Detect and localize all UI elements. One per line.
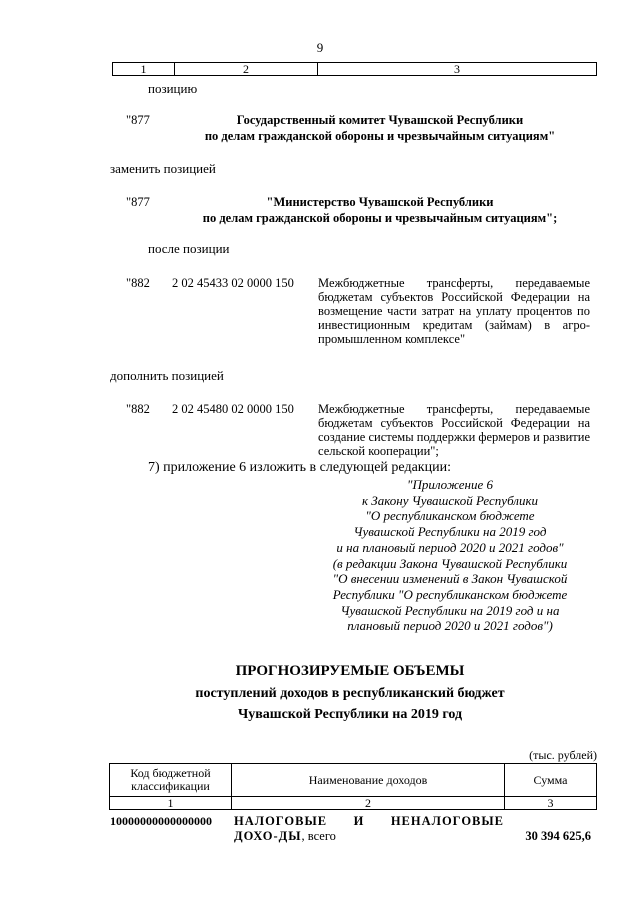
appendix-line: Чувашской Республики на 2019 год и на (340, 602, 560, 618)
position-label: позицию (148, 81, 198, 96)
header-name: Наименование доходов (232, 764, 505, 797)
units-label: (тыс. рублей) (529, 748, 597, 762)
row-code: 10000000000000000 (110, 814, 212, 828)
document-subtitle-line1: поступлений доходов в республиканский бюджет (195, 686, 505, 701)
position-description: Межбюджетные трансферты, передаваемые бюджетам субъектов Российской Федерации на создание системы поддержки фермеров и развитие сельской кооперации"; (318, 402, 590, 458)
add-label: дополнить позицией (110, 368, 224, 383)
appendix-line: к Закону Чувашской Республики (361, 492, 539, 508)
after-label: после позиции (148, 241, 230, 256)
position-text-line1: Государственный комитет Чувашской Республики (236, 113, 524, 127)
item-7: 7) приложение 6 изложить в следующей редакции: (148, 460, 451, 475)
col-1: 1 (113, 63, 175, 76)
col-number-3: 3 (505, 797, 597, 810)
appendix-line: "О республиканском бюджете (365, 508, 535, 524)
col-2: 2 (175, 63, 318, 76)
document-subtitle-line2: Чувашской Республики на 2019 год (237, 707, 463, 722)
column-number-header (112, 62, 597, 76)
position-code: "877 (126, 195, 150, 209)
position-code: "877 (126, 113, 150, 127)
position-text-line1: "Министерство Чувашской Республики (266, 195, 494, 209)
position-code: "882 (126, 402, 150, 416)
budget-code: 2 02 45433 02 0000 150 (172, 276, 294, 290)
page-number: 9 (316, 40, 324, 55)
revenue-table (109, 763, 597, 810)
replace-label: заменить позицией (110, 161, 216, 176)
row-name-rest: , всего (301, 829, 336, 843)
header-sum: Сумма (505, 764, 597, 797)
col-number-1: 1 (110, 797, 232, 810)
appendix-line: "Приложение 6 (406, 477, 493, 492)
appendix-line: "О внесении изменений в Закон Чувашской (332, 571, 568, 587)
appendix-header (300, 477, 600, 634)
appendix-line: Республики "О республиканском бюджете (332, 586, 568, 602)
appendix-line: плановый период 2020 и 2021 годов") (347, 618, 553, 634)
appendix-line: и на плановый период 2020 и 2021 годов" (336, 539, 564, 555)
appendix-line: (в редакции Закона Чувашской Республики (332, 555, 568, 571)
appendix-line: Чувашской Республики на 2019 год (353, 524, 547, 540)
col-3: 3 (318, 63, 597, 76)
row-sum: 30 394 625,6 (525, 829, 591, 843)
position-text-line2: по делам гражданской обороны и чрезвычайным ситуациям" (204, 129, 556, 143)
position-text-line2: по делам гражданской обороны и чрезвычайным ситуациям"; (202, 211, 558, 225)
col-number-2: 2 (232, 797, 505, 810)
row-name-bold: НАЛОГОВЫЕ И НЕНАЛОГОВЫЕ ДОХО-ДЫ (234, 814, 504, 843)
budget-code: 2 02 45480 02 0000 150 (172, 402, 294, 416)
row-name (234, 814, 504, 844)
position-description: Межбюджетные трансферты, передаваемые бюджетам субъектов Российской Федерации на возмещение части затрат на уплату процентов по инвестиционным кредитам (займам) в агро-промышленном комплексе" (318, 276, 590, 346)
position-code: "882 (126, 276, 150, 290)
document-title: ПРОГНОЗИРУЕМЫЕ ОБЪЕМЫ (235, 663, 465, 679)
header-code: Код бюджетной классификации (110, 764, 232, 797)
